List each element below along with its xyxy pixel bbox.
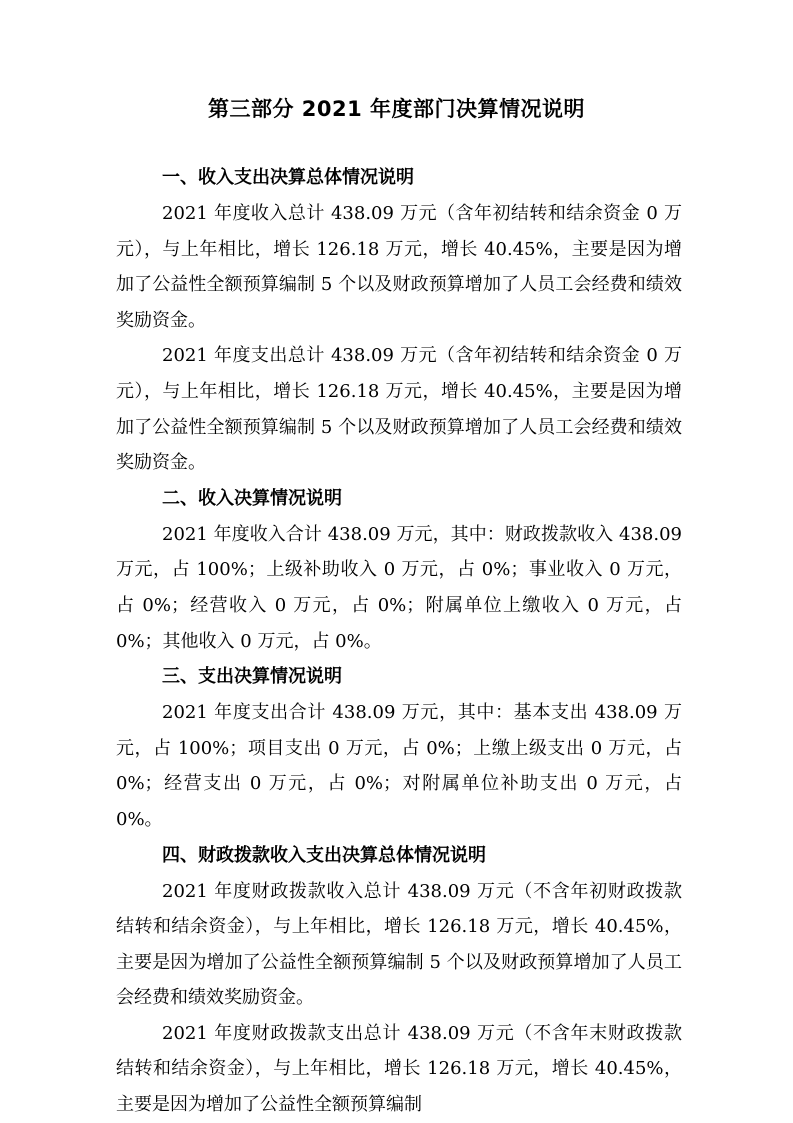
paragraph: 2021 年度财政拨款收入总计 438.09 万元（不含年初财政拨款结转和结余资金），与上年相比，增长 126.18 万元，增长 40.45%，主要是因为增加了公益性全额预算编制 5 个以及财政预算增加了人员工会经费和绩效奖励资金。 xyxy=(116,880,682,1009)
section-heading: 二、收入决算情况说明 xyxy=(162,487,342,509)
section-heading: 一、收入支出决算总体情况说明 xyxy=(162,167,414,188)
section-heading: 四、财政拨款收入支出决算总体情况说明 xyxy=(162,844,486,866)
page-title: 第三部分 2021 年度部门决算情况说明 xyxy=(207,97,586,121)
section-income-expenditure-overview xyxy=(116,160,682,481)
paragraph: 2021 年度收入总计 438.09 万元（含年初结转和结余资金 0 万元），与上年相比，增长 126.18 万元，增长 40.45%，主要是因为增加了公益性全额预算编制 5 个以及财政预算增加了人员工会经费和绩效奖励资金。 xyxy=(116,203,682,331)
paragraph: 2021 年度财政拨款支出总计 438.09 万元（不含年末财政拨款结转和结余资金），与上年相比，增长 126.18 万元，增长 40.45%，主要是因为增加了公益性全额预算编制 xyxy=(116,1022,682,1116)
section-fiscal-appropriation-overview xyxy=(116,838,682,1123)
paragraph: 2021 年度支出总计 438.09 万元（含年初结转和结余资金 0 万元），与上年相比，增长 126.18 万元，增长 40.45%，主要是因为增加了公益性全额预算编制 5 个以及财政预算增加了人员工会经费和绩效奖励资金。 xyxy=(116,345,682,474)
section-heading: 三、支出决算情况说明 xyxy=(162,666,342,688)
paragraph: 2021 年度收入合计 438.09 万元，其中：财政拨款收入 438.09 万元，占 100%；上级补助收入 0 万元，占 0%；事业收入 0 万元，占 0%；经营收入 0 万元，占 0%；附属单位上缴收入 0 万元，占 0%；其他收入 0 万元，占 0%。 xyxy=(116,523,682,652)
section-income-details xyxy=(116,481,682,659)
paragraph: 2021 年度支出合计 438.09 万元，其中：基本支出 438.09 万元，占 100%；项目支出 0 万元，占 0%；上缴上级支出 0 万元，占 0%；经营支出 0 万元，占 0%；对附属单位补助支出 0 万元，占 0%。 xyxy=(116,702,682,830)
section-expenditure-details xyxy=(116,659,682,837)
document-body xyxy=(116,160,682,1123)
